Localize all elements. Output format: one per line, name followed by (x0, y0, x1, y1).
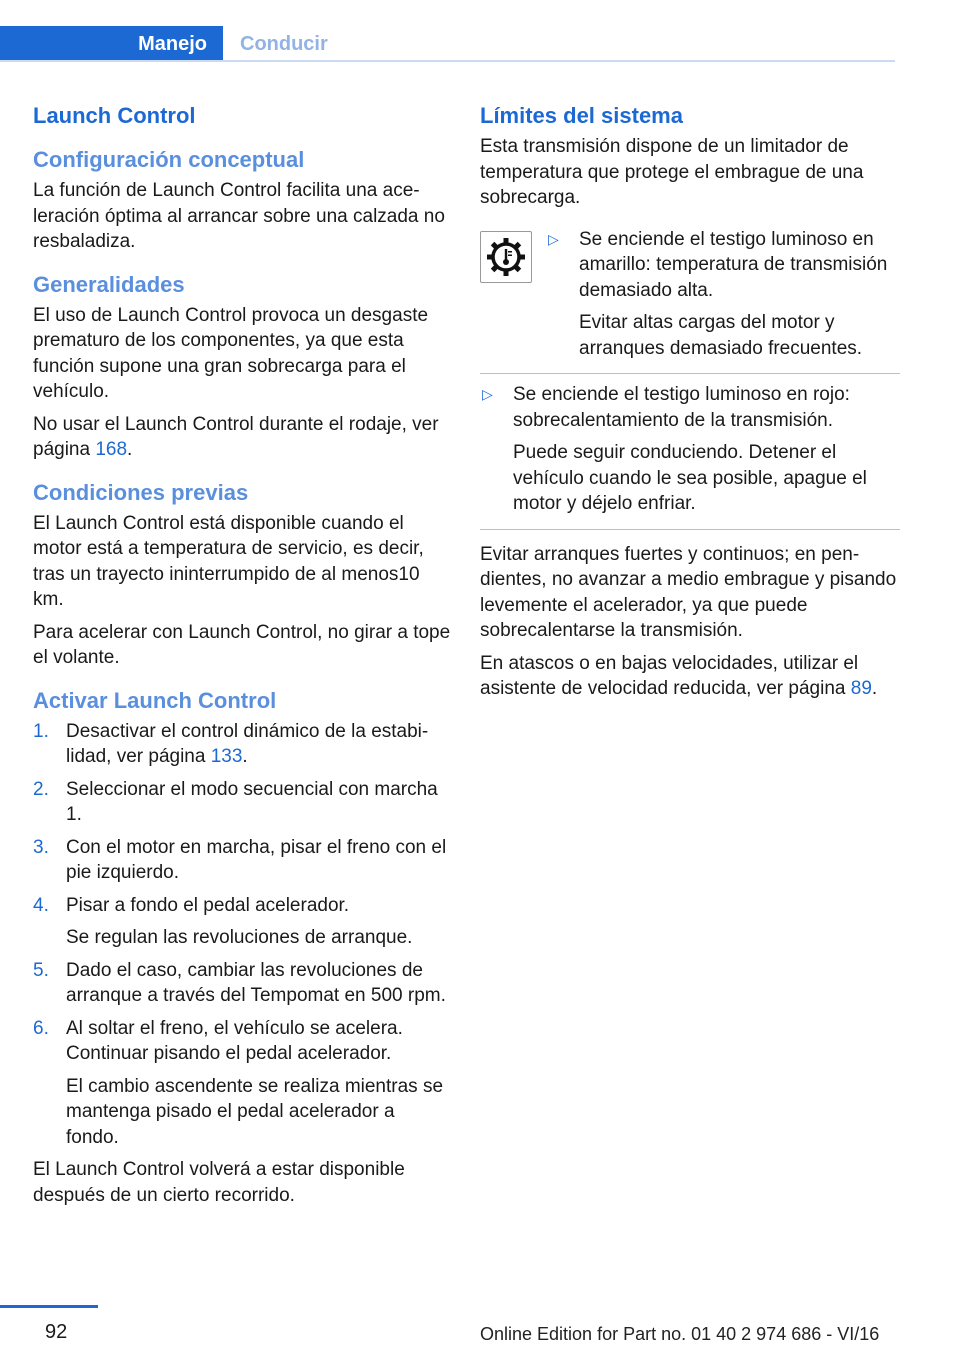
paragraph-generalidades-2 (33, 412, 451, 463)
heading-configuracion: Configuración conceptual (33, 147, 305, 172)
list-item (546, 227, 900, 370)
paragraph-condiciones-1: El Launch Control está disponible cuando el motor está a temperatura de servicio, es decir, tras un trayecto ininterrumpido de al menos10 km. (33, 512, 424, 610)
text: . (871, 678, 878, 699)
step-text: . (242, 746, 248, 767)
tab-manejo[interactable]: Manejo (0, 26, 223, 62)
page-link-133[interactable]: 133 (210, 746, 243, 767)
paragraph-limites: Esta transmisión dispone de un limitador de temperatura que protege el embrague de una sobrecarga. (480, 136, 864, 208)
heading-activar: Activar Launch Control (33, 687, 277, 713)
paragraph-atascos (480, 651, 900, 702)
heading-limites: Límites del sistema (480, 103, 683, 128)
right-column (480, 100, 900, 702)
step-number: 6. (33, 1017, 49, 1039)
list-item (480, 382, 900, 525)
warning-block (480, 227, 900, 530)
step-item-2 (33, 777, 451, 828)
transmission-temperature-warning-icon (480, 231, 532, 283)
step-text: Seleccionar el modo secuencial con marcha 1. (66, 778, 438, 825)
step-text: Con el motor en marcha, pisar el freno con el pie izquierdo. (66, 836, 447, 883)
page-link-89[interactable]: 89 (850, 678, 872, 699)
paragraph-arranques: Evitar arranques fuertes y continuos; en pendientes, no avanzar a medio embrague y pisando levemente el acelerador, ya que puede sobrecalentarse la transmisión. (480, 543, 897, 641)
paragraph-closing: El Launch Control volverá a estar disponible después de un cierto recorrido. (33, 1159, 405, 1206)
bullet-text: Se enciende el testigo luminoso en rojo: sobrecalentamiento de la transmisión. (513, 384, 850, 431)
divider (480, 373, 900, 374)
text: En atascos o en bajas velocidades, utilizar el asistente de velocidad reducida, ver página (480, 652, 859, 699)
step-number: 5. (33, 959, 49, 981)
divider (480, 529, 900, 530)
bullet-subtext: Puede seguir conduciendo. Detener el vehículo cuando le sea posible, apague el motor y déjelo enfriar. (513, 442, 867, 514)
step-item-6 (33, 1016, 451, 1151)
section-title: Launch Control (33, 103, 196, 128)
step-item-4 (33, 893, 451, 951)
paragraph-configuracion: La función de Launch Control facilita una aceleración óptima al arrancar sobre una calzada no resbaladiza. (33, 180, 445, 252)
step-number: 3. (33, 836, 49, 858)
bullet-text: Se enciende el testigo luminoso en amarillo: temperatura de transmisión demasiado alta. (579, 228, 888, 301)
step-item-3 (33, 835, 451, 886)
bullet-list-yellow (532, 227, 900, 370)
bullet-list-red (480, 382, 900, 525)
paragraph-condiciones-2: Para acelerar con Launch Control, no girar a tope el volante. (33, 621, 451, 668)
step-text: Al soltar el freno, el vehículo se acelera. Continuar pisando el pedal acelerador. (66, 1017, 403, 1064)
text: . (127, 439, 133, 460)
edition-note: Online Edition for Part no. 01 40 2 974 686 - VI/16 (480, 1324, 880, 1344)
text: No usar el Launch Control durante el rodaje, ver página (33, 413, 439, 460)
step-item-5 (33, 958, 451, 1009)
step-number: 2. (33, 778, 49, 800)
page-number: 92 (45, 1321, 68, 1343)
step-text: Pisar a fondo el pedal acelerador. (66, 894, 350, 916)
page-link-168[interactable]: 168 (95, 439, 128, 460)
step-number: 1. (33, 720, 49, 742)
step-number: 4. (33, 894, 49, 916)
step-text: Desactivar el control dinámico de la estabilidad, ver página (66, 720, 429, 767)
heading-generalidades: Generalidades (33, 271, 185, 297)
triangle-bullet-icon: ▷ (482, 386, 493, 402)
header-divider (0, 60, 895, 62)
paragraph-generalidades-1: El uso de Launch Control provoca un desgaste prematuro de los componentes, ya que esta función supone una gran sobrecarga para el vehículo. (33, 304, 429, 402)
tab-conducir[interactable]: Conducir (240, 33, 328, 55)
page-header (0, 0, 960, 62)
step-subtext: Se regulan las revoluciones de arranque. (66, 927, 413, 948)
step-text: Dado el caso, cambiar las revoluciones de arranque a través del Tempomat en 500 rpm. (66, 959, 446, 1006)
left-column (33, 100, 451, 1208)
footer-accent-bar (0, 1305, 98, 1308)
steps-list (33, 719, 451, 1151)
step-subtext: El cambio ascendente se realiza mientras se mantenga pisado el pedal acelerador a fondo. (66, 1075, 444, 1148)
triangle-bullet-icon: ▷ (548, 230, 559, 247)
bullet-subtext: Evitar altas cargas del motor y arranques demasiado frecuentes. (579, 312, 863, 359)
heading-condiciones: Condiciones previas (33, 479, 249, 505)
step-item-1 (33, 719, 451, 770)
